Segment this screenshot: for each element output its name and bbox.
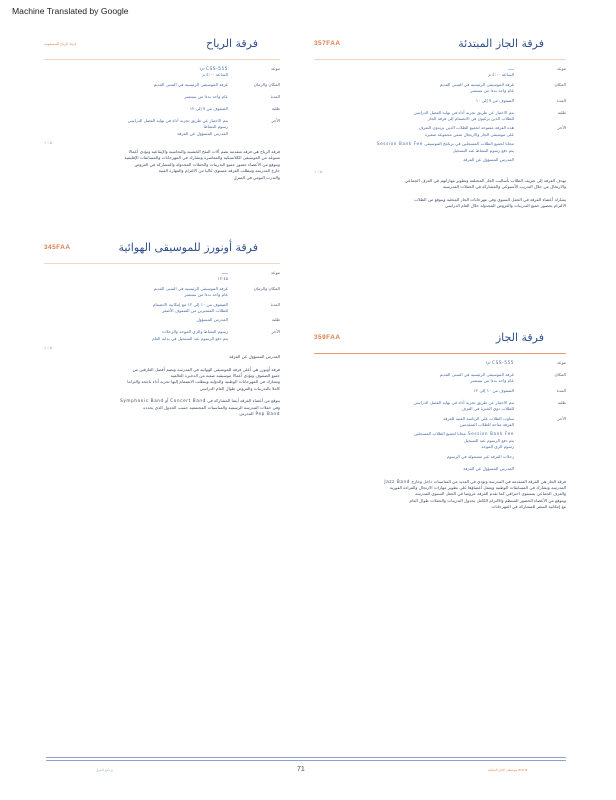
detail-row (44, 302, 280, 315)
section-title: ﻓﺮﻗﺔ ﺍﻟﺠﺎﺯ ﺍﻟﻤﺒﺘﺪﺋﺔ (458, 37, 544, 50)
paragraph-line: ﻣﻊ ﺇﻣﻜﺎﻧﻴﺔ ﺍﻟﺴﻔﺮ ﻟﻠﻤﺸﺎﺭﻛﺔ ﻓﻲ ﺍﻟﻤﻬﺮﺟﺎﻧﺎﺕ (491, 504, 566, 510)
detail-value (326, 82, 514, 95)
detail-extra-row (314, 157, 566, 166)
time-value: ١٠:٥٠ (44, 140, 54, 146)
detail-label: ﺍﻟﻤﻜﺎﻥ (554, 81, 566, 87)
detail-value (326, 125, 514, 138)
detail-value-line: ﻳﺘﻢ ﺩﻓﻊ ﺍﻟﺮﺳﻮﻡ ﻋﻨﺪ ﺍﻟﺘﺴﺠﻴﻞ (463, 437, 514, 443)
detail-row (314, 388, 566, 397)
detail-value (326, 400, 514, 413)
detail-row (44, 329, 280, 342)
detail-row (314, 125, 566, 138)
detail-value-line: ﻳﺘﻢ ﺍﻻﺧﺘﻴﺎﺭ ﻋﻦ ﻃﺮﻳﻖ ﺗﺠﺮﺑﺔ ﺃﺩﺍﺀ ﻓﻲ ﻧﻬﺎﻳﺔ ﺍﻟﻔﺼﻞ ﺍﻟﺪﺭﺍﺳﻲ (127, 117, 228, 123)
paragraph-line: ﺗﻬﺪﻑ ﺍﻟﻔﺮﻗﺔ ﺇﻟﻰ ﺗﻌﺮﻳﻒ ﺍﻟﻄﻼﺏ ﺑﺄﺳﺎﻟﻴﺐ ﺍﻟﺠﺎﺯ ﺍﻟﻤﺨﺘﻠﻔﺔ ﻭﺗﻄﻮﻳﺮ ﻣﻬﺎﺭﺍﺗﻬﻢ ﻓﻲ ﺍﻟﻌﺰﻑ ﺍﻟﺠﻤﺎﻋﻲ (404, 178, 566, 184)
detail-extra-row (314, 466, 566, 475)
detail-label: ﻣﻮﻋﺪ (556, 66, 566, 71)
paragraph-line: ﻳﺘﻮﻗﻊ ﻣﻦ ﺃﻋﻀﺎﺀ ﺍﻟﻔﺮﻗﺔ ﺃﻳﻀﺎ ﺍﻟﻤﺸﺎﺭﻛﺔ ﻓﻲ Concert Band ﺃﻭ Symphonic Band (120, 398, 280, 404)
detail-value-line: ﺍﻟﺼﻔﻮﻑ ﻣﻦ ١٠ ﺇﻟﻰ ١٢ (473, 387, 514, 393)
detail-value-line: ﻳﺘﻨﺎﻭﺏ ﺍﻟﻄﻼﺏ ﻋﻠﻰ ﺍﻟﺮﺋﺎﺳﺔ ﺍﻟﻔﻨﻴﺔ ﻟﻠﻔﺮﻗﺔ (443, 415, 514, 421)
detail-label: ﻣﻮﻋﺪ (556, 360, 566, 365)
detail-value-line: ١٢:٤٥ (217, 276, 228, 282)
detail-row (314, 110, 566, 123)
detail-value-line: ﻳﺘﻢ ﺍﻻﺧﺘﻴﺎﺭ ﻋﻦ ﻃﺮﻳﻖ ﺗﺠﺮﺑﺔ ﺃﺩﺍﺀ ﻓﻲ ﻧﻬﺎﻳﺔ ﺍﻟﻔﺼﻞ ﺍﻟﺪﺭﺍﺳﻲ (413, 109, 514, 115)
detail-value-line: CSS-555-ﻡ١ (199, 66, 228, 71)
section-title: ﻓﺮﻗﺔ ﺍﻟﺠﺎﺯ (495, 331, 544, 344)
detail-value (56, 329, 228, 342)
detail-label: ﻣﻮﻋﺪ (270, 270, 280, 275)
paragraph-line: ﻣﺘﻨﻮﻋﺔ ﻣﻦ ﺍﻟﻤﻮﺳﻴﻘﻰ ﺍﻟﻜﻼﺳﻴﻜﻴﺔ ﻭﺍﻟﻤﻌﺎﺻﺮﺓ ﻭﺗﺸﺎﺭﻙ ﻓﻲ ﺍﻟﻤﻬﺮﺟﺎﻧﺎﺕ ﻭﺍﻟﻤﺴﺎﺑﻘﺎﺕ ﺍﻹﻗﻠﻴﻤﻴﺔ (124, 155, 280, 161)
detail-value (56, 270, 228, 283)
description (44, 367, 280, 393)
detail-row (314, 360, 566, 369)
detail-value-line: ﺍﻟﻤﺪﺭﺱ ﺍﻟﻤﺴﺆﻭﻝ (196, 317, 228, 323)
detail-label: ﺍﻟﻤﺪﺓ (270, 301, 280, 307)
footer-divider (46, 757, 566, 758)
detail-value-line: ﻏﺮﻓﺔ ﺍﻟﻤﻮﺳﻴﻘﻰ ﺍﻟﺮﺋﻴﺴﻴﺔ ﻓﻲ ﺍﻟﻤﺒﻨﻰ ﺍﻟﻘﺪﻳﻢ (153, 81, 228, 87)
detail-label: ﺍﻟﻤﺪﺓ (270, 93, 280, 99)
detail-value (56, 317, 228, 323)
detail-row (44, 66, 280, 79)
paragraph-line: ﺟﻤﻴﻊ ﺍﻟﺼﻔﻮﻑ ﻭﺗﺆﺩﻱ ﺃﻋﻤﺎﻻ ﻣﻮﺳﻴﻘﻴﺔ ﺻﻌﺒﺔ ﻣﻦ ﺍﻟﺬﺧﻴﺮﺓ ﺍﻟﻌﺎﻟﻤﻴﺔ (170, 373, 280, 379)
detail-value (326, 454, 514, 460)
detail-extra-row (314, 454, 566, 463)
detail-value-line: ـــــ (507, 66, 514, 71)
detail-value-line: ﺭﺳﻮﻡ ﺍﻟﻨﺸﺎﻁ (203, 124, 228, 130)
detail-value-line: ﻏﺮﻓﺔ ﺍﻟﻤﻮﺳﻴﻘﻰ ﺍﻟﺮﺋﻴﺴﻴﺔ ﻓﻲ ﺍﻟﻤﺒﻨﻰ ﺍﻟﻘﺪﻳﻢ (439, 372, 514, 377)
paragraph-line: ﻭﺗﺸﺎﺭﻙ ﻓﻲ ﺍﻟﻤﻬﺮﺟﺎﻧﺎﺕ ﺍﻟﻮﻃﻨﻴﺔ ﻭﺍﻟﺪﻭﻟﻴﺔ ﻭﻳﺘﻄﻠﺐ ﺍﻻﻧﻀﻤﺎﻡ ﺇﻟﻴﻬﺎ ﺗﺠﺮﺑﺔ ﺃﺩﺍﺀ ﻧﺎﺟﺤﺔ ﻭﺍﻟﺘﺰﺍﻣﺎ (127, 379, 280, 385)
paragraph-line: ﻓﺮﻗﺔ ﺃﻭﻧﻮﺭﺯ ﻫﻲ ﺃﻋﻠﻰ ﻓﺮﻗﺔ ﻟﻠﻤﻮﺳﻴﻘﻰ ﺍﻟﻬﻮﺍﺋﻴﺔ ﻓﻲ ﺍﻟﻤﺪﺭﺳﺔ ﻭﺗﻀﻢ ﺃﻓﻀﻞ ﺍﻟﻌﺎﺯﻓﻴﻦ ﻣﻦ (132, 366, 280, 372)
detail-value-line: ﻫﺬﻩ ﺍﻟﻔﺮﻗﺔ ﻣﻔﺘﻮﺣﺔ ﻟﺠﻤﻴﻊ ﺍﻟﻄﻼﺏ ﺍﻟﺬﻳﻦ ﻳﺮﻳﺪﻭﻥ ﺍﻟﺘﻌﺮﻑ (418, 125, 514, 131)
detail-value-line: ﺍﻟﺼﻔﻮﻑ ﻣﻦ ٧ ﺇﻟﻰ ١٢ (189, 105, 228, 111)
detail-label: ﻃﻠﺒﺔ (557, 399, 566, 405)
footer-right-text: ﻣﻮﺳﻴﻘﻰ ﺍﻟﺠﺎﺯ ﺍﻟﻤﺤﻠﻴﺔ www (488, 768, 528, 772)
detail-value-line: ﺍﻟﻤﺪﺭﺱ ﺍﻟﻤﺴﺆﻭﻝ ﻋﻦ ﺍﻟﻔﺮﻗﺔ (177, 130, 228, 136)
detail-row (314, 66, 566, 79)
detail-value-line: CSS-555-ﻡ١ (485, 360, 514, 365)
detail-value-line: ﻟﻠﻄﻼﺏ ﺍﻟﻤﺘﻤﻴﺰﻳﻦ ﻣﻦ ﺍﻟﺼﻔﻮﻑ ﺍﻷﺻﻐﺮ (162, 308, 228, 314)
detail-value (326, 98, 514, 104)
detail-value-line: ﺍﻟﻤﺪﺭﺱ ﺍﻟﻤﺴﺆﻭﻝ ﻋﻦ ﺍﻟﻔﺮﻗﺔ (463, 157, 514, 163)
section-title: ﻓﺮﻗﺔ ﺍﻟﺮﻳﺎﺡ (206, 37, 258, 50)
detail-value (56, 302, 228, 315)
detail-value (326, 66, 514, 79)
course-code: 357FAA (314, 40, 341, 47)
detail-value-line: ﻳﺘﻢ ﺩﻓﻊ ﺭﺳﻮﻡ ﺍﻟﻨﺸﺎﻁ ﻋﻨﺪ ﺍﻟﺘﺴﺠﻴﻞ (452, 147, 514, 153)
detail-value (326, 416, 514, 429)
section-title: ﻓﺮﻗﺔ ﺃﻭﻧﻮﺭﺯ ﻟﻠﻤﻮﺳﻴﻘﻰ ﺍﻟﻬﻮﺍﺋﻴﺔ (118, 241, 258, 254)
detail-value-line: ﺭﺳﻮﻡ ﺍﻟﻨﺸﺎﻁ ﻭﺍﻟﺰﻱ ﺍﻟﻤﻮﺣﺪ ﻭﺍﻟﺮﺣﻼﺕ (162, 329, 228, 335)
paragraph-line: ﻛﺎﻣﻼ ﺑﺎﻟﺘﺪﺭﻳﺒﺎﺕ ﻭﺍﻟﻌﺮﻭﺽ ﻃﻮﺍﻝ ﺍﻟﻌﺎﻡ ﺍﻟﺪﺭﺍﺳﻲ (199, 385, 280, 391)
detail-row (44, 94, 280, 103)
time-value: ١٠:٥٠ (314, 169, 324, 175)
paragraph-line: ﺍﻻﻟﺘﺰﺍﻡ ﺑﺤﻀﻮﺭ ﺟﻤﻴﻊ ﺍﻟﺘﺪﺭﻳﺒﺎﺕ ﻭﺍﻟﻌﺮﻭﺽ ﺍﻟﻤﺠﺪﻭﻟﺔ ﺧﻼﻝ ﺍﻟﻌﺎﻡ ﺍﻟﺪﺭﺍﺳﻲ (444, 203, 566, 209)
detail-row (44, 286, 280, 299)
detail-value (326, 360, 514, 366)
beginner-jazz-section (314, 37, 566, 216)
detail-value (56, 106, 228, 112)
aurora-winds-section (44, 241, 280, 424)
detail-value-line: ﻟﻠﻄﻼﺏ ﺍﻟﺬﻳﻦ ﻳﺮﻏﺒﻮﻥ ﻓﻲ ﺍﻻﻧﻀﻤﺎﻡ ﺇﻟﻰ ﻓﺮﻗﺔ ﺍﻟﺠﺎﺯ (427, 116, 514, 122)
paragraph-line: ﻭﺍﻟﻌﺰﻑ ﺍﻟﺠﻤﺎﻋﻲ ﺑﻤﺴﺘﻮﻯ ﺍﺣﺘﺮﺍﻓﻲ ﻛﻤﺎ ﺗﻘﺪﻡ ﺍﻟﻔﺮﻗﺔ ﻋﺮﻭﺿﺎ ﻓﻲ ﺍﻟﺤﻔﻞ ﺍﻟﺴﻨﻮﻱ ﻟﻠﻤﺪﺭﺳﺔ (414, 491, 566, 497)
paragraph-line: ﻓﺮﻗﺔ ﺍﻟﺮﻳﺎﺡ ﻫﻲ ﻓﺮﻗﺔ ﻣﺘﻘﺪﻣﺔ ﺗﻀﻢ ﺁﻻﺕ ﺍﻟﻨﻔﺦ ﺍﻟﺨﺸﺒﻴﺔ ﻭﺍﻟﻨﺤﺎﺳﻴﺔ ﻭﺍﻹﻳﻘﺎﻋﻴﺔ ﻭﺗﺆﺩﻱ ﺃﻋﻤﺎﻻ (128, 149, 280, 155)
detail-row (314, 400, 566, 413)
detail-value (326, 110, 514, 123)
detail-row (44, 118, 280, 137)
footer-divider (46, 760, 566, 761)
detail-value-line: ﺭﺣﻼﺕ ﺍﻟﻔﺮﻗﺔ ﻏﻴﺮ ﻣﺸﻤﻮﻟﺔ ﻓﻲ ﺍﻟﺮﺳﻮﻡ (446, 453, 514, 459)
detail-value-line: ﺍﻟﻔﺮﻗﺔ ﻣﺘﺎﺣﺔ ﻟﻠﻄﻼﺏ ﺍﻟﻤﺘﻘﺪﻣﻴﻦ (459, 422, 514, 428)
description-2 (314, 197, 566, 210)
detail-value (56, 82, 228, 88)
description (314, 479, 566, 511)
detail-value (326, 141, 514, 154)
detail-label: ﻃﻠﺒﺔ (271, 317, 280, 323)
paragraph-line: ﺧﺎﺭﺝ ﺍﻟﻤﺪﺭﺳﺔ ﻭﺗﺘﻄﻠﺐ ﺍﻟﻔﺮﻗﺔ ﻣﺴﺘﻮﻯ ﻋﺎﻟﻴﺎ ﻣﻦ ﺍﻻﻟﺘﺰﺍﻡ ﻭﺍﻟﻤﻬﺎﺭﺓ ﺍﻟﻔﻨﻴﺔ (158, 168, 280, 174)
details-list (44, 66, 280, 137)
description-intro (44, 354, 280, 360)
detail-row (314, 372, 566, 385)
detail-row (44, 82, 280, 91)
details-list (44, 270, 280, 342)
details-list (314, 360, 566, 475)
detail-value-line: ﻋﻠﻰ ﻣﻮﺳﻴﻘﻰ ﺍﻟﺠﺎﺯ ﻭﺍﻻﺭﺗﺠﺎﻝ ﺿﻤﻦ ﻣﺠﻤﻮﻋﺔ ﺻﻐﻴﺮﺓ (424, 131, 514, 137)
detail-label: ﺍﻷﺟﺮ (557, 125, 566, 131)
detail-value-line: ﻋﺎﻡ ﻭﺍﺣﺪ ﺑﺪﺀﺍ ﻣﻦ ﺳﺒﺘﻤﺒﺮ (184, 93, 228, 99)
detail-value (56, 118, 228, 137)
paragraph-line: ﻳﺸﺎﺭﻙ ﺃﻋﻀﺎﺀ ﺍﻟﻔﺮﻗﺔ ﻓﻲ ﺍﻟﺤﻔﻞ ﺍﻟﺴﻨﻮﻱ ﻭﻓﻲ ﻣﻬﺮﺟﺎﻧﺎﺕ ﺍﻟﺠﺎﺯ ﺍﻟﻤﺤﻠﻴﺔ ﻭﻳﺘﻮﻗﻊ ﻣﻦ ﺍﻟﻄﻼﺏ (414, 196, 566, 202)
detail-label: ﺍﻷﺟﺮ (271, 329, 280, 335)
description (44, 149, 280, 181)
paragraph-line: ﻭﺍﻟﺘﺪﺭﺏ ﺍﻟﻴﻮﻣﻲ ﻓﻲ ﺍﻟﻤﻨﺰﻝ (233, 174, 280, 180)
detail-label: ﺍﻟﻤﻜﺎﻥ ﻭﺍﻟﺰﻣﺎﻥ (253, 285, 280, 291)
detail-label: ﺍﻷﺟﺮ (271, 117, 280, 123)
detail-label: ﺍﻟﻤﺪﺓ (556, 97, 566, 103)
detail-value-line: ﺍﻟﺼﻔﻮﻑ ﻣﻦ ٧ ﺇﻟﻰ ١٠ (475, 97, 514, 103)
detail-extra-row (314, 431, 566, 450)
detail-value-line: ﻟﻠﻄﻼﺏ ﺫﻭﻱ ﺍﻟﺨﺒﺮﺓ ﻓﻲ ﺍﻟﻌﺰﻑ (461, 406, 514, 412)
detail-label: ﻃﻠﺒﺔ (557, 109, 566, 115)
detail-extra-row (314, 141, 566, 154)
detail-value-line: ﺍﻟﺴﺎﻋﺔ ٤:٠٠ ﻡ (202, 72, 228, 78)
jazz-band-section (314, 331, 566, 517)
detail-value-line: ﻋﺎﻡ ﻭﺍﺣﺪ ﺑﺪﺀﺍ ﻣﻦ ﺳﺒﺘﻤﺒﺮ (470, 88, 514, 94)
detail-value (326, 388, 514, 394)
detail-row (314, 82, 566, 95)
detail-value (56, 286, 228, 299)
paragraph-line: ﻭﻓﻲ ﺣﻔﻼﺕ ﺍﻟﻤﺪﺭﺳﺔ ﺍﻟﺮﺳﻤﻴﺔ ﻭﺍﻟﻤﻨﺎﺳﺒﺎﺕ ﺍﻟﻤﺠﺘﻤﻌﻴﺔ ﺣﺴﺐ ﺍﻟﺠﺪﻭﻝ ﺍﻟﺬﻱ ﻳﺤﺪﺩﻩ (143, 404, 280, 410)
detail-value-line: ﺍﻟﺼﻔﻮﻑ ﻣﻦ ١٠ ﺇﻟﻰ ١٢ ﻣﻊ ﺇﻣﻜﺎﻧﻴﺔ ﺍﻻﻧﻀﻤﺎﻡ (152, 301, 228, 307)
detail-value-line: ﻏﺮﻓﺔ ﺍﻟﻤﻮﺳﻴﻘﻰ ﺍﻟﺮﺋﻴﺴﻴﺔ ﻓﻲ ﺍﻟﻤﺒﻨﻰ ﺍﻟﻘﺪﻳﻢ (439, 81, 514, 87)
course-code: 359FAA (314, 334, 341, 341)
course-code: ﻓﺮﻗﺔ ﺍﻟﺮﻳﺎﺡ ﺍﻟﺴﻴﻤﻔﻮﻧﻴﺔ (44, 42, 77, 46)
detail-label: ﻃﻠﺒﺔ (271, 105, 280, 111)
detail-value (56, 94, 228, 100)
detail-value (326, 466, 514, 472)
detail-value (326, 372, 514, 385)
paragraph-line: ﻭﺍﻻﺭﺗﺠﺎﻝ ﻣﻦ ﺧﻼﻝ ﺍﻟﺘﺪﺭﻳﺐ ﺍﻷﺳﺒﻮﻋﻲ ﻭﺍﻟﻤﺸﺎﺭﻛﺔ ﻓﻲ ﺍﻟﺤﻔﻼﺕ ﺍﻟﻤﺪﺭﺳﻴﺔ (442, 184, 566, 190)
detail-row (44, 317, 280, 326)
detail-value-line: ـــــ (221, 270, 228, 275)
detail-row (314, 98, 566, 107)
machine-translation-banner: Machine Translated by Google (12, 6, 129, 16)
description-2 (44, 398, 280, 417)
detail-value-line: ﻣﺠﺎﻧﺎ ﻟﺠﻤﻴﻊ ﺍﻟﻄﻼﺏ ﺍﻟﻤﺴﺠﻠﻴﻦ ﻓﻲ ﺑﺮﻧﺎﻣﺞ ﺍﻟﻤﻮﺳﻴﻘﻰ Session Bank Fee (376, 141, 514, 147)
detail-value-line: ﻳﺘﻢ ﺍﻻﺧﺘﻴﺎﺭ ﻋﻦ ﻃﺮﻳﻖ ﺗﺠﺮﺑﺔ ﺃﺩﺍﺀ ﻓﻲ ﻧﻬﺎﻳﺔ ﺍﻟﻔﺼﻞ ﺍﻟﺪﺭﺍﺳﻲ (413, 399, 514, 405)
page-number: 71 (297, 766, 305, 773)
paragraph-line: ﻓﺮﻗﺔ ﺍﻟﺠﺎﺯ ﻫﻲ ﺍﻟﻔﺮﻗﺔ ﺍﻟﻤﺘﻘﺪﻣﺔ ﻓﻲ ﺍﻟﻤﺪﺭﺳﺔ ﻭﺗﺆﺩﻱ ﻓﻲ ﺍﻟﻌﺪﻳﺪ ﻣﻦ ﺍﻟﻤﻨﺎﺳﺒﺎﺕ ﺩﺍﺧﻞ ﻭﺧﺎﺭﺝ Jazz Band (384, 478, 566, 484)
paragraph-line: ﻭﻳﺘﻮﻗﻊ ﻣﻦ ﺍﻷﻋﻀﺎﺀ ﺣﻀﻮﺭ ﺟﻤﻴﻊ ﺍﻟﺘﺪﺭﻳﺒﺎﺕ ﻭﺍﻟﺤﻔﻼﺕ ﺍﻟﻤﺠﺪﻭﻟﺔ ﻭﺍﻟﻤﺸﺎﺭﻛﺔ ﻓﻲ ﺍﻟﻌﺮﻭﺽ (134, 161, 280, 167)
detail-value-line: ﻳﺘﻢ ﺩﻓﻊ ﺍﻟﺮﺳﻮﻡ ﻋﻨﺪ ﺍﻟﺘﺴﺠﻴﻞ ﻓﻲ ﺑﺪﺍﻳﺔ ﺍﻟﻌﺎﻡ (152, 335, 228, 341)
course-code: 345FAA (44, 244, 71, 251)
description (314, 178, 566, 191)
detail-label: ﺍﻟﻤﺪﺓ (556, 387, 566, 393)
detail-value-line: ﺍﻟﺴﺎﻋﺔ ٤:٠٠ ﻡ (488, 72, 514, 78)
detail-row (314, 416, 566, 429)
detail-value-line: Session Bank Fee ﻣﺠﺎﻧﺎ ﻟﺠﻤﻴﻊ ﺍﻟﻄﻼﺏ ﺍﻟﻤﺴﺠﻠﻴﻦ (413, 431, 514, 437)
details-list (314, 66, 566, 166)
detail-value (326, 157, 514, 163)
paragraph-line: Pep Band ﺍﻟﻤﺪﺭﺱ (239, 411, 280, 417)
detail-value-line: ﺍﻟﻤﺪﺭﺱ ﺍﻟﻤﺴﺆﻭﻝ ﻋﻦ ﺍﻟﻔﺮﻗﺔ (463, 465, 514, 471)
detail-label: ﺍﻟﻤﻜﺎﻥ ﻭﺍﻟﺰﻣﺎﻥ (253, 81, 280, 87)
paragraph-line: ﺍﻟﻤﺪﺭﺱ ﺍﻟﻤﺴﺆﻭﻝ ﻋﻦ ﺍﻟﻔﺮﻗﺔ (229, 354, 280, 360)
detail-value-line: ﻏﺮﻓﺔ ﺍﻟﻤﻮﺳﻴﻘﻰ ﺍﻟﺮﺋﻴﺴﻴﺔ ﻓﻲ ﺍﻟﻤﺒﻨﻰ ﺍﻟﻘﺪﻳﻢ (153, 285, 228, 291)
footer-left-text: ﺑﺮﻧﺎﻣﺞ ﺍﻟﻔﺮﻕ (96, 768, 113, 772)
detail-row (44, 106, 280, 115)
detail-value (326, 431, 514, 450)
paragraph-line: ﻭﻳﺘﻮﻗﻊ ﻣﻦ ﺍﻷﻋﻀﺎﺀ ﺍﻟﺤﻀﻮﺭ ﺍﻟﻤﻨﺘﻈﻢ ﻭﺍﻻﻟﺘﺰﺍﻡ ﺍﻟﻜﺎﻣﻞ ﺑﺠﺪﻭﻝ ﺍﻟﺘﺪﺭﻳﺒﺎﺕ ﻭﺍﻟﺤﻔﻼﺕ ﻃﻮﺍﻝ ﺍﻟﻌﺎﻡ (409, 497, 566, 503)
detail-value-line: ﻋﺎﻡ ﻭﺍﺣﺪ ﺑﺪﺀﺍ ﻣﻦ ﺳﺒﺘﻤﺒﺮ (470, 378, 514, 384)
detail-label: ﺍﻟﻤﻜﺎﻥ (554, 372, 566, 377)
detail-value (56, 66, 228, 79)
paragraph-line: ﺍﻟﻤﺪﺭﺳﺔ ﻭﺗﺸﺎﺭﻙ ﻓﻲ ﺍﻟﻤﺴﺎﺑﻘﺎﺕ ﺍﻟﻮﻃﻨﻴﺔ ﻭﻳﻌﻤﻞ ﺃﻋﻀﺎﺅﻫﺎ ﻋﻠﻰ ﺗﻄﻮﻳﺮ ﻣﻬﺎﺭﺍﺕ ﺍﻻﺭﺗﺠﺎﻝ ﻭﺍﻟﻘﺮﺍﺀﺓ ﺍﻟﻔﻮﺭﻳﺔ (389, 485, 566, 491)
time-value: ١٠:٥٠ (44, 345, 54, 351)
winds-section (44, 37, 280, 187)
detail-value-line: ﻋﺎﻡ ﻭﺍﺣﺪ ﺑﺪﺀﺍ ﻣﻦ ﺳﺒﺘﻤﺒﺮ (184, 292, 228, 298)
detail-label: ﺍﻷﺟﺮ (557, 415, 566, 421)
detail-value-line: ﺭﺳﻮﻡ ﺍﻟﺰﻱ ﺍﻟﻤﻮﺣﺪ (481, 444, 514, 450)
detail-label: ﻣﻮﻋﺪ (270, 66, 280, 71)
detail-row (44, 270, 280, 283)
